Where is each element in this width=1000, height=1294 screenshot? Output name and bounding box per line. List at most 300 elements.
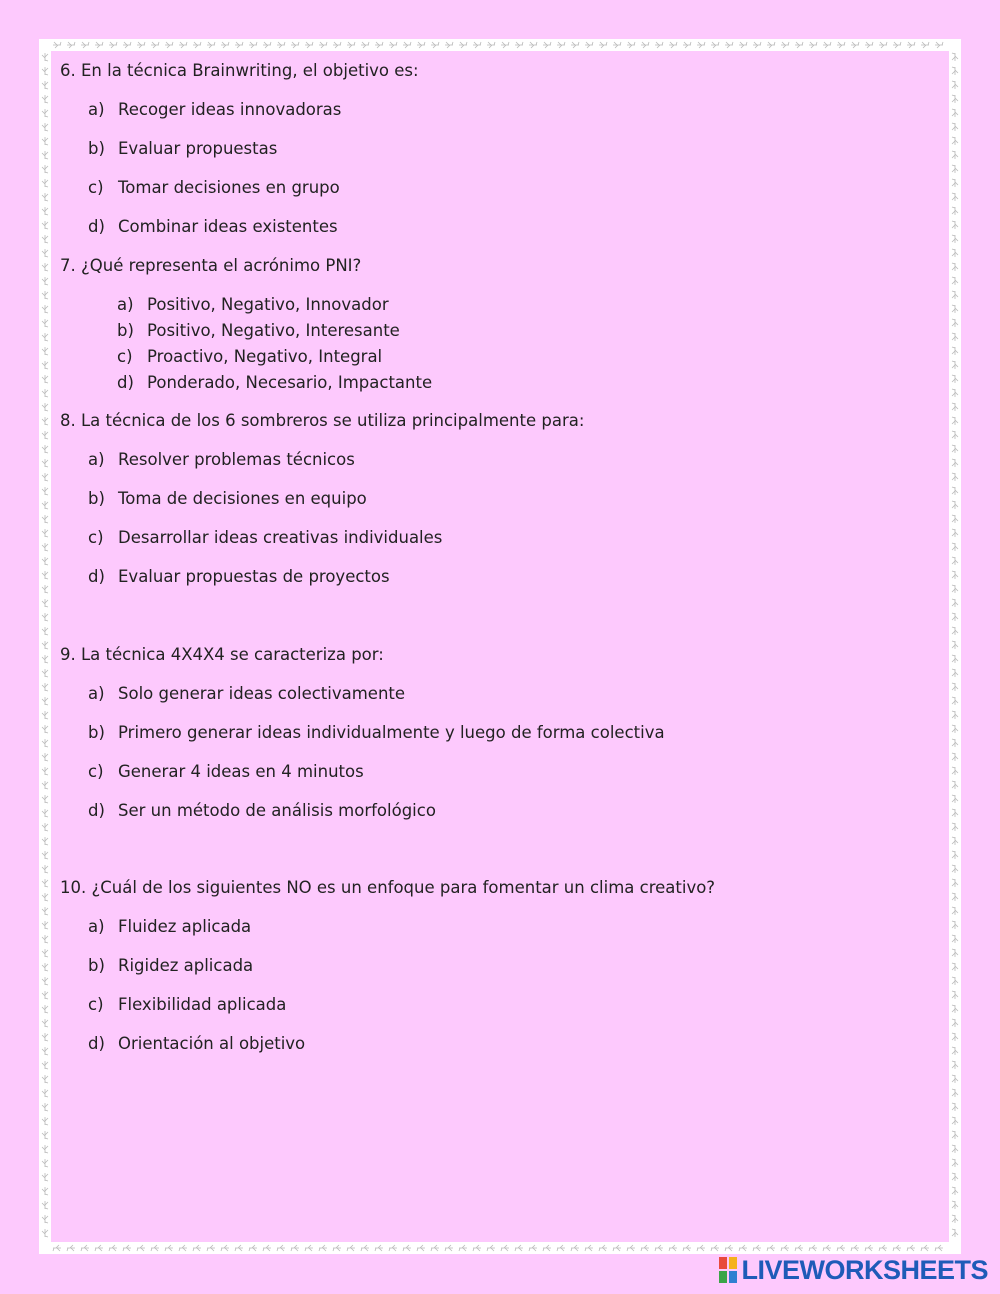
- border-sprig: [42, 571, 48, 579]
- border-sprig: [753, 1245, 761, 1251]
- border-sprig: [42, 431, 48, 439]
- q10-option-c-text[interactable]: Flexibilidad aplicada: [118, 995, 287, 1014]
- q10-option-d-letter: d): [88, 1034, 105, 1053]
- border-sprig: [952, 865, 958, 873]
- border-sprig: [375, 42, 383, 48]
- q7-option-a-letter: a): [117, 295, 134, 314]
- border-sprig: [42, 753, 48, 761]
- border-sprig: [42, 1215, 48, 1223]
- border-sprig: [952, 53, 958, 61]
- border-sprig: [42, 655, 48, 663]
- border-sprig: [952, 333, 958, 341]
- border-sprig: [515, 1245, 523, 1251]
- border-sprig: [952, 599, 958, 607]
- border-sprig: [952, 1103, 958, 1111]
- border-sprig: [42, 1159, 48, 1167]
- border-sprig: [893, 42, 901, 48]
- border-sprig: [375, 1245, 383, 1251]
- q8-option-d-text[interactable]: Evaluar propuestas de proyectos: [118, 567, 390, 586]
- border-sprig: [42, 977, 48, 985]
- border-sprig: [515, 42, 523, 48]
- border-sprig: [952, 697, 958, 705]
- border-sprig: [952, 375, 958, 383]
- border-sprig: [42, 669, 48, 677]
- border-sprig: [42, 389, 48, 397]
- q10-option-d-text[interactable]: Orientación al objetivo: [118, 1034, 306, 1053]
- border-sprig: [952, 725, 958, 733]
- border-sprig: [403, 1245, 411, 1251]
- border-sprig: [277, 42, 285, 48]
- q10-option-a-text[interactable]: Fluidez aplicada: [118, 917, 252, 936]
- border-sprig: [952, 1075, 958, 1083]
- border-sprig: [952, 795, 958, 803]
- q6-option-c-text[interactable]: Tomar decisiones en grupo: [118, 178, 340, 197]
- border-sprig: [333, 42, 341, 48]
- border-sprig: [221, 42, 229, 48]
- border-sprig: [952, 1159, 958, 1167]
- border-sprig: [263, 42, 271, 48]
- border-sprig: [613, 42, 621, 48]
- border-sprig: [42, 53, 48, 61]
- border-sprig: [851, 42, 859, 48]
- q9-option-b-letter: b): [88, 723, 105, 742]
- border-sprig: [952, 459, 958, 467]
- border-sprig: [865, 1245, 873, 1251]
- border-sprig: [952, 711, 958, 719]
- border-sprig: [42, 1005, 48, 1013]
- border-sprig: [952, 585, 958, 593]
- border-sprig: [952, 1047, 958, 1055]
- border-sprig: [952, 123, 958, 131]
- border-sprig: [42, 781, 48, 789]
- border-sprig: [42, 417, 48, 425]
- border-sprig: [952, 963, 958, 971]
- border-sprig: [952, 641, 958, 649]
- q10-option-b-text[interactable]: Rigidez aplicada: [118, 956, 254, 975]
- border-sprig: [952, 669, 958, 677]
- border-sprig: [42, 95, 48, 103]
- border-sprig: [952, 1117, 958, 1125]
- border-sprig: [417, 42, 425, 48]
- border-sprig: [599, 1245, 607, 1251]
- question-9-stem: 9. La técnica 4X4X4 se caracteriza por:: [60, 645, 384, 664]
- border-sprig: [781, 1245, 789, 1251]
- border-sprig: [319, 42, 327, 48]
- border-sprig: [42, 375, 48, 383]
- border-sprig: [851, 1245, 859, 1251]
- border-sprig: [952, 109, 958, 117]
- border-sprig: [952, 753, 958, 761]
- border-sprig: [487, 42, 495, 48]
- border-sprig: [151, 1245, 159, 1251]
- border-sprig: [123, 1245, 131, 1251]
- border-sprig: [921, 1245, 929, 1251]
- border-sprig: [67, 1245, 75, 1251]
- border-sprig: [42, 123, 48, 131]
- border-sprig: [935, 1245, 943, 1251]
- border-sprig: [42, 711, 48, 719]
- border-sprig: [753, 42, 761, 48]
- border-sprig: [277, 1245, 285, 1251]
- border-sprig: [599, 42, 607, 48]
- border-sprig: [389, 42, 397, 48]
- border-sprig: [361, 1245, 369, 1251]
- q6-option-a-text[interactable]: Recoger ideas innovadoras: [118, 100, 342, 119]
- border-sprig: [42, 109, 48, 117]
- q8-option-d-letter: d): [88, 567, 105, 586]
- border-sprig: [529, 42, 537, 48]
- q7-option-b-text[interactable]: Positivo, Negativo, Interesante: [147, 321, 400, 340]
- border-sprig: [42, 305, 48, 313]
- border-sprig: [952, 207, 958, 215]
- border-sprig: [952, 431, 958, 439]
- question-6-stem: 6. En la técnica Brainwriting, el objetivo es:: [60, 61, 419, 80]
- border-sprig: [795, 42, 803, 48]
- border-sprig: [767, 1245, 775, 1251]
- border-sprig: [952, 1173, 958, 1181]
- border-sprig: [42, 235, 48, 243]
- q10-option-c-letter: c): [88, 995, 104, 1014]
- border-sprig: [42, 865, 48, 873]
- border-sprig: [952, 389, 958, 397]
- border-sprig: [445, 1245, 453, 1251]
- border-sprig: [711, 42, 719, 48]
- border-sprig: [137, 42, 145, 48]
- border-sprig: [95, 1245, 103, 1251]
- border-sprig: [42, 851, 48, 859]
- border-sprig: [42, 1033, 48, 1041]
- border-sprig: [952, 1005, 958, 1013]
- border-sprig: [952, 81, 958, 89]
- border-sprig: [42, 361, 48, 369]
- border-sprig: [137, 1245, 145, 1251]
- border-sprig: [952, 473, 958, 481]
- q6-option-d-letter: d): [88, 217, 105, 236]
- border-sprig: [42, 1047, 48, 1055]
- border-sprig: [361, 42, 369, 48]
- border-sprig: [879, 1245, 887, 1251]
- border-sprig: [42, 907, 48, 915]
- border-sprig: [42, 165, 48, 173]
- q7-option-c-letter: c): [117, 347, 133, 366]
- border-sprig: [42, 501, 48, 509]
- border-sprig: [543, 1245, 551, 1251]
- border-sprig: [952, 487, 958, 495]
- border-sprig: [42, 991, 48, 999]
- border-sprig: [809, 1245, 817, 1251]
- border-sprig: [42, 459, 48, 467]
- border-sprig: [952, 683, 958, 691]
- border-sprig: [952, 921, 958, 929]
- border-sprig: [767, 42, 775, 48]
- border-sprig: [291, 42, 299, 48]
- border-sprig: [42, 193, 48, 201]
- border-sprig: [431, 42, 439, 48]
- border-sprig: [42, 921, 48, 929]
- border-sprig: [42, 249, 48, 257]
- border-sprig: [697, 42, 705, 48]
- border-sprig: [952, 137, 958, 145]
- border-sprig: [669, 1245, 677, 1251]
- border-sprig: [739, 1245, 747, 1251]
- border-sprig: [305, 1245, 313, 1251]
- border-sprig: [81, 42, 89, 48]
- border-sprig: [865, 42, 873, 48]
- border-sprig: [952, 1131, 958, 1139]
- border-sprig: [207, 1245, 215, 1251]
- border-sprig: [683, 1245, 691, 1251]
- border-sprig: [95, 42, 103, 48]
- border-sprig: [42, 1103, 48, 1111]
- border-sprig: [952, 851, 958, 859]
- border-sprig: [952, 361, 958, 369]
- border-sprig: [42, 277, 48, 285]
- border-sprig: [879, 42, 887, 48]
- border-sprig: [42, 445, 48, 453]
- q6-option-b-letter: b): [88, 139, 105, 158]
- q8-option-a-text[interactable]: Resolver problemas técnicos: [118, 450, 355, 469]
- border-sprig: [81, 1245, 89, 1251]
- q6-option-d-text[interactable]: Combinar ideas existentes: [118, 217, 338, 236]
- border-sprig: [42, 599, 48, 607]
- border-sprig: [952, 67, 958, 75]
- border-sprig: [893, 1245, 901, 1251]
- border-sprig: [42, 1131, 48, 1139]
- border-sprig: [42, 963, 48, 971]
- border-sprig: [333, 1245, 341, 1251]
- border-sprig: [42, 641, 48, 649]
- border-sprig: [263, 1245, 271, 1251]
- border-sprig: [42, 291, 48, 299]
- question-10-stem: 10. ¿Cuál de los siguientes NO es un enfoque para fomentar un clima creativo?: [60, 878, 716, 897]
- border-sprig: [42, 837, 48, 845]
- q10-option-b-letter: b): [88, 956, 105, 975]
- border-sprig: [952, 1089, 958, 1097]
- border-sprig: [952, 739, 958, 747]
- border-sprig: [42, 809, 48, 817]
- q7-option-c-text[interactable]: Proactivo, Negativo, Integral: [147, 347, 383, 366]
- q7-option-a-text[interactable]: Positivo, Negativo, Innovador: [147, 295, 389, 314]
- border-sprig: [42, 627, 48, 635]
- border-sprig: [952, 277, 958, 285]
- border-sprig: [249, 1245, 257, 1251]
- border-sprig: [952, 529, 958, 537]
- border-sprig: [42, 767, 48, 775]
- liveworksheets-logo-icon: [719, 1257, 737, 1283]
- border-sprig: [952, 809, 958, 817]
- border-sprig: [935, 42, 943, 48]
- border-sprig: [952, 501, 958, 509]
- border-sprig: [952, 991, 958, 999]
- border-sprig: [179, 42, 187, 48]
- q9-option-d-letter: d): [88, 801, 105, 820]
- border-sprig: [42, 1201, 48, 1209]
- border-sprig: [305, 42, 313, 48]
- border-sprig: [952, 151, 958, 159]
- border-sprig: [42, 879, 48, 887]
- q8-option-b-letter: b): [88, 489, 105, 508]
- border-sprig: [235, 1245, 243, 1251]
- q9-option-b-text[interactable]: Primero generar ideas individualmente y luego de forma colectiva: [118, 723, 665, 742]
- q9-option-a-letter: a): [88, 684, 105, 703]
- border-sprig: [42, 1117, 48, 1125]
- q7-option-d-text[interactable]: Ponderado, Necesario, Impactante: [147, 373, 433, 392]
- border-sprig: [627, 42, 635, 48]
- border-sprig: [42, 1089, 48, 1097]
- border-sprig: [389, 1245, 397, 1251]
- border-sprig: [459, 1245, 467, 1251]
- border-sprig: [42, 347, 48, 355]
- border-sprig: [42, 1145, 48, 1153]
- border-sprig: [952, 445, 958, 453]
- border-sprig: [585, 1245, 593, 1251]
- border-sprig: [952, 403, 958, 411]
- border-sprig: [823, 1245, 831, 1251]
- border-sprig: [571, 42, 579, 48]
- border-sprig: [473, 42, 481, 48]
- border-sprig: [837, 1245, 845, 1251]
- border-sprig: [42, 151, 48, 159]
- question-8-stem: 8. La técnica de los 6 sombreros se utiliza principalmente para:: [60, 411, 585, 430]
- q8-option-c-letter: c): [88, 528, 104, 547]
- border-sprig: [952, 823, 958, 831]
- border-sprig: [952, 347, 958, 355]
- q8-option-c-text[interactable]: Desarrollar ideas creativas individuales: [118, 528, 443, 547]
- border-sprig: [952, 221, 958, 229]
- border-sprig: [42, 487, 48, 495]
- liveworksheets-logo-text: LIVEWORKSHEETS: [741, 1254, 988, 1285]
- border-sprig: [151, 42, 159, 48]
- border-sprig: [42, 935, 48, 943]
- border-sprig: [557, 1245, 565, 1251]
- border-sprig: [952, 655, 958, 663]
- border-sprig: [207, 42, 215, 48]
- border-sprig: [42, 263, 48, 271]
- border-sprig: [42, 473, 48, 481]
- border-sprig: [613, 1245, 621, 1251]
- border-sprig: [795, 1245, 803, 1251]
- border-sprig: [42, 1019, 48, 1027]
- q7-option-b-letter: b): [117, 321, 134, 340]
- border-sprig: [42, 697, 48, 705]
- q6-option-b-text[interactable]: Evaluar propuestas: [118, 139, 278, 158]
- border-sprig: [53, 1245, 61, 1251]
- border-sprig: [683, 42, 691, 48]
- border-sprig: [42, 1229, 48, 1237]
- border-sprig: [952, 1215, 958, 1223]
- border-sprig: [42, 823, 48, 831]
- border-sprig: [809, 42, 817, 48]
- border-sprig: [42, 515, 48, 523]
- border-sprig: [557, 42, 565, 48]
- q7-option-d-letter: d): [117, 373, 134, 392]
- q9-option-c-text[interactable]: Generar 4 ideas en 4 minutos: [118, 762, 364, 781]
- border-sprig: [109, 1245, 117, 1251]
- border-sprig: [585, 42, 593, 48]
- border-sprig: [42, 221, 48, 229]
- border-sprig: [952, 781, 958, 789]
- border-sprig: [123, 42, 131, 48]
- border-sprig: [952, 263, 958, 271]
- border-sprig: [42, 207, 48, 215]
- border-sprig: [42, 949, 48, 957]
- border-sprig: [42, 1173, 48, 1181]
- border-sprig: [907, 1245, 915, 1251]
- border-sprig: [655, 1245, 663, 1251]
- border-sprig: [952, 543, 958, 551]
- border-sprig: [543, 42, 551, 48]
- border-sprig: [42, 1187, 48, 1195]
- border-sprig: [571, 1245, 579, 1251]
- border-sprig: [952, 557, 958, 565]
- border-sprig: [42, 795, 48, 803]
- border-sprig: [627, 1245, 635, 1251]
- q8-option-b-text[interactable]: Toma de decisiones en equipo: [118, 489, 367, 508]
- border-sprig: [952, 1201, 958, 1209]
- border-sprig: [669, 42, 677, 48]
- border-sprig: [952, 291, 958, 299]
- border-sprig: [952, 515, 958, 523]
- border-sprig: [42, 81, 48, 89]
- border-sprig: [952, 165, 958, 173]
- border-sprig: [725, 42, 733, 48]
- liveworksheets-logo[interactable]: [719, 1255, 988, 1285]
- border-sprig: [781, 42, 789, 48]
- border-sprig: [952, 1033, 958, 1041]
- border-sprig: [952, 767, 958, 775]
- border-sprig: [952, 1061, 958, 1069]
- border-sprig: [53, 42, 61, 48]
- border-sprig: [952, 949, 958, 957]
- border-sprig: [655, 42, 663, 48]
- border-sprig: [445, 42, 453, 48]
- border-sprig: [529, 1245, 537, 1251]
- q9-option-d-text[interactable]: Ser un método de análisis morfológico: [118, 801, 436, 820]
- border-sprig: [952, 95, 958, 103]
- border-sprig: [347, 1245, 355, 1251]
- border-sprig: [952, 305, 958, 313]
- border-sprig: [921, 42, 929, 48]
- border-sprig: [952, 627, 958, 635]
- border-sprig: [42, 557, 48, 565]
- border-sprig: [952, 571, 958, 579]
- border-sprig: [952, 893, 958, 901]
- border-sprig: [42, 529, 48, 537]
- border-sprig: [42, 403, 48, 411]
- border-sprig: [501, 42, 509, 48]
- border-sprig: [952, 1229, 958, 1237]
- border-sprig: [291, 1245, 299, 1251]
- border-sprig: [347, 42, 355, 48]
- border-sprig: [952, 417, 958, 425]
- border-sprig: [42, 613, 48, 621]
- border-sprig: [952, 837, 958, 845]
- border-sprig: [403, 42, 411, 48]
- question-7-stem: 7. ¿Qué representa el acrónimo PNI?: [60, 256, 362, 275]
- q6-option-a-letter: a): [88, 100, 105, 119]
- q9-option-a-text[interactable]: Solo generar ideas colectivamente: [118, 684, 406, 703]
- q9-option-c-letter: c): [88, 762, 104, 781]
- border-sprig: [42, 319, 48, 327]
- border-sprig: [42, 739, 48, 747]
- border-sprig: [952, 319, 958, 327]
- border-sprig: [249, 42, 257, 48]
- border-sprig: [837, 42, 845, 48]
- border-sprig: [907, 42, 915, 48]
- border-sprig: [952, 179, 958, 187]
- border-sprig: [42, 1075, 48, 1083]
- border-sprig: [641, 1245, 649, 1251]
